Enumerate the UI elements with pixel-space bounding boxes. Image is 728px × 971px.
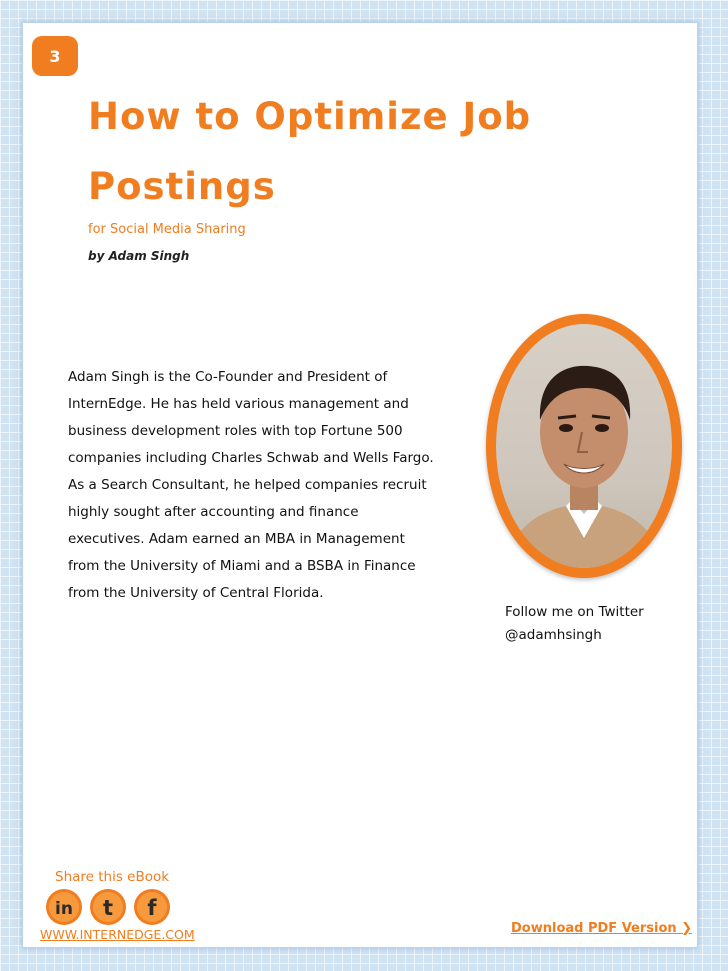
svg-text:t: t [102, 896, 114, 920]
website-link[interactable]: WWW.INTERNEDGE.COM [40, 927, 195, 942]
download-pdf-link[interactable] [511, 921, 692, 936]
svg-text:in: in [55, 899, 73, 919]
facebook-share-button[interactable] [133, 888, 171, 926]
author-bio: Adam Singh is the Co-Founder and President of InternEdge. He has held various management and business development roles with top Fortune 500 companies including Charles Schwab and Wells Fargo. As a Search Consultant, he helped companies recruit highly sought after accounting and finance executives. Adam earned an MBA in Management from the University of Miami and a BSBA in Finance from the University of Central Florida. [68, 369, 434, 601]
page-number-badge [32, 36, 78, 76]
linkedin-share-button[interactable] [45, 888, 83, 926]
twitter-follow [505, 601, 644, 647]
page-number: 3 [49, 46, 61, 66]
page-title: How to Optimize Job Postings [88, 95, 532, 208]
twitter-handle[interactable]: @adamhsingh [505, 627, 602, 643]
follow-text: Follow me on Twitter [505, 604, 644, 620]
subtitle: for Social Media Sharing [88, 222, 246, 237]
author-photo [496, 324, 672, 568]
twitter-icon [89, 888, 127, 926]
download-label: Download PDF Version [511, 921, 677, 936]
linkedin-icon [45, 888, 83, 926]
twitter-share-button[interactable] [89, 888, 127, 926]
author-photo-frame [486, 314, 682, 578]
svg-text:f: f [147, 896, 157, 920]
share-label: Share this eBook [55, 869, 170, 885]
byline: by Adam Singh [88, 249, 190, 263]
facebook-icon [133, 888, 171, 926]
chevron-right-icon: ❯ [681, 921, 693, 936]
